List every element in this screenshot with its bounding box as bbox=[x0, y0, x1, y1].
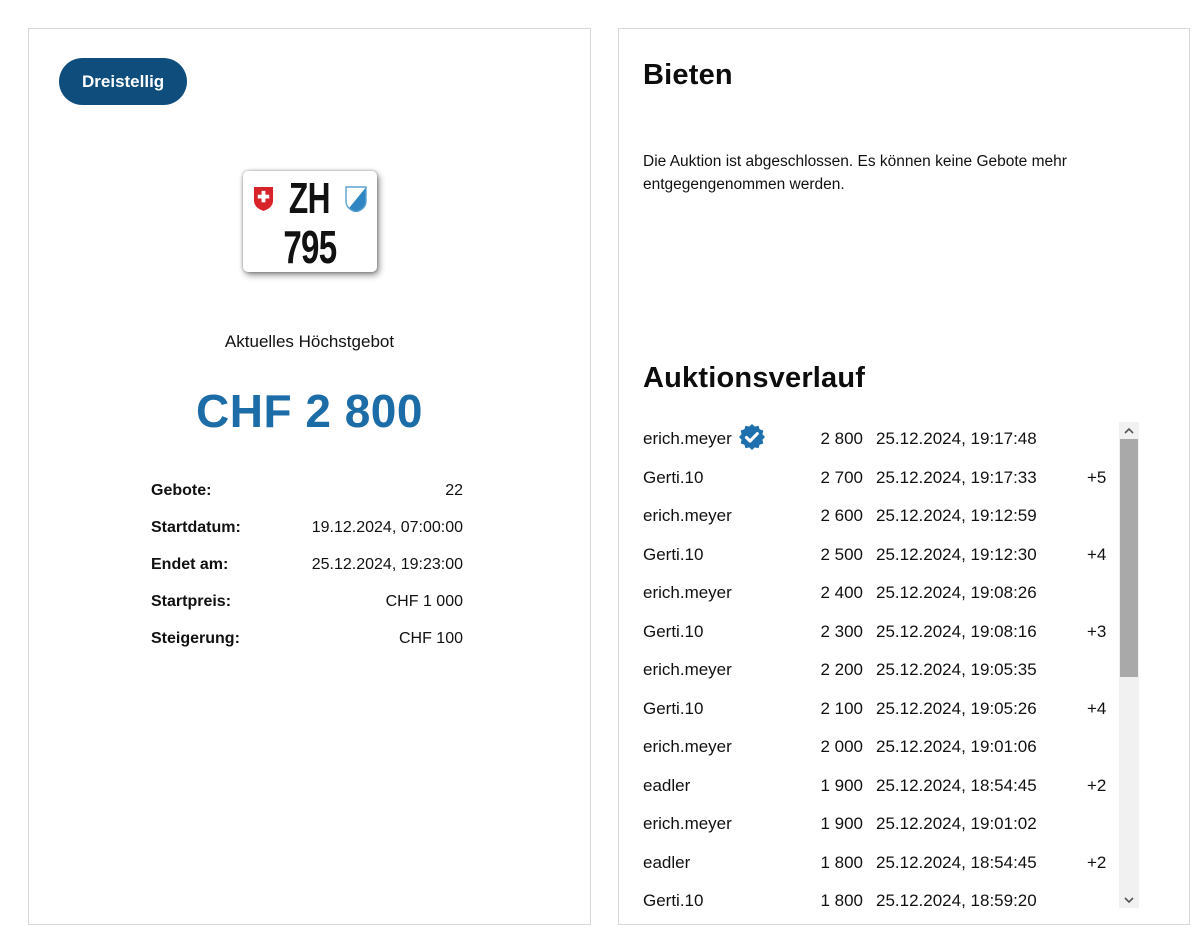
bid-name-cell bbox=[643, 506, 813, 526]
bid-timestamp: 25.12.2024, 19:08:26 bbox=[876, 583, 1037, 603]
bid-row bbox=[643, 882, 1119, 909]
detail-label: Endet am: bbox=[151, 555, 229, 573]
bid-row bbox=[643, 690, 1119, 729]
license-plate-top-row bbox=[253, 175, 367, 223]
bid-amount: 2 500 bbox=[820, 544, 863, 564]
bid-row bbox=[643, 613, 1119, 652]
bid-amount: 2 100 bbox=[820, 698, 863, 718]
bid-name-cell bbox=[643, 853, 813, 873]
detail-row bbox=[151, 546, 463, 583]
zurich-shield-icon bbox=[345, 186, 367, 212]
bid-timestamp: 25.12.2024, 19:17:48 bbox=[876, 429, 1037, 449]
bid-increment-count: +4 bbox=[1087, 698, 1107, 718]
history-scrollbar[interactable] bbox=[1119, 422, 1139, 908]
bid-name-cell bbox=[643, 545, 813, 565]
bidder-name: Gerti.10 bbox=[643, 544, 704, 564]
bidder-name: Gerti.10 bbox=[643, 621, 704, 641]
bid-increment-count: +2 bbox=[1087, 775, 1107, 795]
bid-row bbox=[643, 536, 1119, 575]
bid-name-cell bbox=[643, 891, 813, 909]
highest-bid-label: Aktuelles Höchstgebot bbox=[224, 332, 395, 351]
bid-amount: 1 800 bbox=[820, 891, 863, 909]
bid-list[interactable] bbox=[643, 420, 1119, 909]
bid-row bbox=[643, 728, 1119, 767]
plate-canton-code: ZH bbox=[289, 173, 330, 223]
auction-history-title: Auktionsverlauf bbox=[643, 362, 866, 394]
bid-amount: 2 600 bbox=[820, 506, 863, 526]
plate-number: 795 bbox=[283, 220, 337, 273]
detail-value: 22 bbox=[445, 481, 463, 499]
bid-row bbox=[643, 497, 1119, 536]
bid-row bbox=[643, 574, 1119, 613]
category-badge: Dreistellig bbox=[59, 58, 187, 105]
bid-timestamp: 25.12.2024, 18:59:20 bbox=[876, 891, 1037, 909]
license-plate-bottom-row bbox=[273, 220, 347, 273]
scroll-down-icon[interactable] bbox=[1119, 891, 1139, 908]
bid-amount: 1 900 bbox=[820, 775, 863, 795]
bid-increment-count: +3 bbox=[1087, 621, 1107, 641]
bid-timestamp: 25.12.2024, 19:01:06 bbox=[876, 737, 1037, 757]
bid-name-cell bbox=[643, 737, 813, 757]
bid-timestamp: 25.12.2024, 19:12:59 bbox=[876, 506, 1037, 526]
bid-amount: 1 800 bbox=[820, 852, 863, 872]
bidder-name: erich.meyer bbox=[643, 660, 732, 680]
detail-value: CHF 1 000 bbox=[385, 592, 463, 610]
bid-amount: 2 800 bbox=[820, 429, 863, 449]
bid-name-cell bbox=[643, 423, 813, 456]
bidder-name: erich.meyer bbox=[643, 583, 732, 603]
bid-timestamp: 25.12.2024, 19:05:35 bbox=[876, 660, 1037, 680]
bid-row bbox=[643, 651, 1119, 690]
bid-name-cell bbox=[643, 814, 813, 834]
detail-row bbox=[151, 620, 463, 657]
bidder-name: eadler bbox=[643, 852, 691, 872]
bidder-name: Gerti.10 bbox=[643, 698, 704, 718]
bid-name-cell bbox=[643, 776, 813, 796]
bid-name-cell bbox=[643, 583, 813, 603]
detail-value: 25.12.2024, 19:23:00 bbox=[311, 555, 463, 573]
bid-timestamp: 25.12.2024, 19:08:16 bbox=[876, 621, 1037, 641]
bid-row bbox=[643, 420, 1119, 459]
bidding-panel bbox=[618, 28, 1190, 925]
bid-timestamp: 25.12.2024, 19:12:30 bbox=[876, 544, 1037, 564]
bid-amount: 2 200 bbox=[820, 660, 863, 680]
detail-value: 19.12.2024, 07:00:00 bbox=[311, 518, 463, 536]
detail-label: Steigerung: bbox=[151, 629, 240, 647]
auction-closed-message: Die Auktion ist abgeschlossen. Es können keine Gebote mehr entgegengenommen werden. bbox=[643, 153, 1067, 193]
bidder-name: Gerti.10 bbox=[643, 467, 704, 487]
bid-timestamp: 25.12.2024, 18:54:45 bbox=[876, 775, 1037, 795]
bidder-name: erich.meyer bbox=[643, 429, 732, 449]
bid-amount: 2 400 bbox=[820, 583, 863, 603]
detail-row bbox=[151, 583, 463, 620]
detail-value: CHF 100 bbox=[398, 629, 463, 647]
bid-row bbox=[643, 767, 1119, 806]
bid-increment-count: +4 bbox=[1087, 544, 1107, 564]
bidder-name: erich.meyer bbox=[643, 506, 732, 526]
bid-timestamp: 25.12.2024, 19:17:33 bbox=[876, 467, 1037, 487]
winning-bid-check-icon bbox=[738, 423, 766, 456]
highest-bid-value: CHF 2 800 bbox=[196, 385, 423, 437]
bid-increment-count: +5 bbox=[1087, 467, 1107, 487]
detail-label: Startdatum: bbox=[151, 518, 241, 536]
detail-label: Gebote: bbox=[151, 481, 212, 499]
plate-info-panel bbox=[28, 28, 591, 925]
license-plate bbox=[243, 171, 377, 272]
bid-increment-count: +2 bbox=[1087, 852, 1107, 872]
bidder-name: Gerti.10 bbox=[643, 891, 704, 909]
bid-timestamp: 25.12.2024, 19:05:26 bbox=[876, 698, 1037, 718]
bid-amount: 2 000 bbox=[820, 737, 863, 757]
bidder-name: erich.meyer bbox=[643, 814, 732, 834]
bid-row bbox=[643, 459, 1119, 498]
bieten-title: Bieten bbox=[643, 59, 733, 91]
bid-timestamp: 25.12.2024, 19:01:02 bbox=[876, 814, 1037, 834]
bid-timestamp: 25.12.2024, 18:54:45 bbox=[876, 852, 1037, 872]
bid-amount: 2 300 bbox=[820, 621, 863, 641]
detail-label: Startpreis: bbox=[151, 592, 232, 610]
swiss-cross-shield-icon bbox=[253, 186, 274, 211]
bid-row bbox=[643, 844, 1119, 883]
bid-name-cell bbox=[643, 622, 813, 642]
bid-row bbox=[643, 805, 1119, 844]
detail-row bbox=[151, 509, 463, 546]
bid-name-cell bbox=[643, 660, 813, 680]
scrollbar-thumb[interactable] bbox=[1120, 439, 1138, 677]
bid-name-cell bbox=[643, 699, 813, 719]
bid-name-cell bbox=[643, 468, 813, 488]
auction-history bbox=[643, 420, 1139, 909]
bid-amount: 2 700 bbox=[820, 467, 863, 487]
bid-amount: 1 900 bbox=[820, 814, 863, 834]
scroll-up-icon[interactable] bbox=[1119, 422, 1139, 439]
bidder-name: erich.meyer bbox=[643, 737, 732, 757]
bidder-name: eadler bbox=[643, 775, 691, 795]
detail-row bbox=[151, 472, 463, 509]
auction-details bbox=[151, 472, 463, 657]
